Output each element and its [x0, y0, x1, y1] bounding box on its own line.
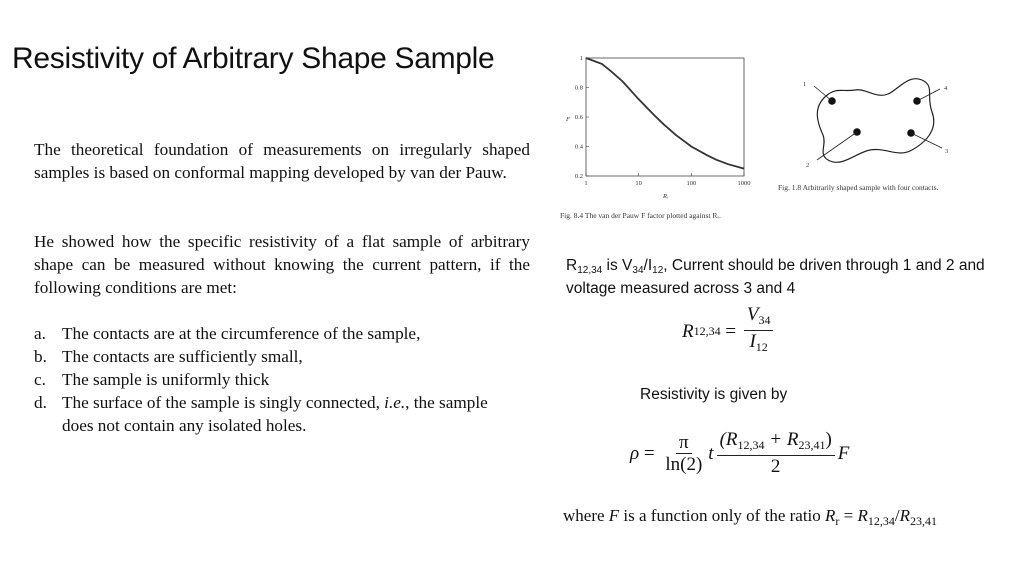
subscript: 12,34 [577, 265, 603, 276]
list-marker: d. [34, 393, 47, 412]
eq-symbol: I [749, 331, 756, 352]
y-tick-label: 0.4 [574, 143, 583, 151]
eq-fraction [744, 305, 774, 358]
list-text-part: The surface of the sample is singly connected, [62, 393, 385, 412]
eq-symbol: F [608, 506, 620, 525]
eq-symbol: R [825, 506, 836, 525]
contact-label: 4 [944, 85, 948, 92]
eq-operator: = [639, 442, 660, 464]
sample-caption: Fig. 1.8 Arbitrarily shaped sample with four contacts. [778, 183, 939, 192]
eq-subscript: 12,34 [693, 324, 721, 338]
eq-denominator: ln(2) [665, 453, 703, 475]
x-tick-label: 1 [584, 180, 588, 187]
list-text-italic: i.e. [384, 393, 406, 412]
eq-subscript: r [835, 514, 840, 528]
eq-subscript: 23,41 [798, 438, 826, 452]
list-text-part: , the sample does not contain any isolated holes. [62, 393, 488, 435]
eq-symbol: R [899, 506, 911, 525]
y-axis-label: F [566, 116, 570, 123]
eq-symbol: ρ [630, 442, 640, 464]
eq-operator: = [839, 506, 858, 525]
eq-subscript: 23,41 [910, 514, 938, 528]
list-item [34, 391, 514, 437]
y-tick-label: 0.8 [574, 84, 583, 92]
eq-text: where [563, 506, 609, 525]
eq-subscript: 12,34 [867, 514, 895, 528]
contact-label: 2 [806, 162, 810, 169]
eq-symbol: R [682, 320, 694, 342]
y-tick-label: 0.2 [574, 173, 583, 180]
eq-denominator [746, 331, 770, 358]
list-marker: c. [34, 370, 46, 389]
sample-diagram [803, 79, 948, 169]
eq-symbol: t [708, 442, 714, 464]
contact-leader-line [911, 133, 942, 148]
list-text: The contacts are at the circumference of the sample, [62, 324, 421, 343]
list-item [34, 322, 514, 345]
eq-symbol: V [746, 304, 759, 325]
list-text: The sample is uniformly thick [62, 370, 270, 389]
list-text [62, 391, 514, 437]
eq-fraction [717, 430, 835, 477]
y-tick-label: 1 [579, 55, 583, 62]
x-tick-label: 10 [635, 180, 642, 187]
contact-point [907, 129, 915, 137]
contact-point [853, 128, 861, 136]
plot-frame [586, 58, 744, 176]
plot-caption: Fig. 8.4 The van der Pauw F factor plotted against Rᵣ. [560, 211, 721, 220]
contact-point [913, 97, 921, 105]
contact-label: 1 [803, 81, 807, 88]
slide-title: Resistivity of Arbitrary Shape Sample [12, 42, 495, 75]
eq-denominator: 2 [770, 456, 781, 477]
resistance-equation [682, 305, 776, 358]
r-symbol: R [566, 257, 578, 274]
eq-fraction [662, 433, 705, 475]
note-text: , Current should be driven through 1 and 2 and voltage measured across 3 and 4 [566, 257, 985, 297]
eq-numerator [717, 430, 835, 456]
eq-symbol: R [857, 506, 868, 525]
paragraph-text: He showed how the specific resistivity of a flat sample of arbitrary shape can be measured without knowing the current pattern, if the following conditions are met: [34, 232, 530, 297]
eq-text: is a function only of the ratio [619, 506, 826, 525]
eq-subscript: 34 [758, 313, 771, 327]
conditions-intro-paragraph [34, 230, 530, 299]
eq-symbol: F [837, 442, 850, 464]
ratio-definition [563, 506, 937, 529]
eq-subscript: 12 [755, 340, 768, 354]
paragraph-text: The theoretical foundation of measurements on irregularly shaped samples is based on conformal mapping developed by van der Pauw. [34, 140, 530, 182]
conditions-list [34, 322, 514, 437]
van-der-pauw-plot [565, 55, 751, 200]
x-axis-label: Rᵣ [663, 193, 669, 200]
list-marker: b. [34, 347, 47, 366]
eq-symbol: ) [825, 429, 832, 450]
list-item [34, 345, 514, 368]
contact-label: 3 [945, 148, 949, 155]
subscript: 12 [652, 265, 664, 276]
eq-numerator [744, 305, 774, 331]
contact-leader-line [814, 86, 832, 101]
eq-operator: = [720, 320, 741, 342]
eq-operator: / [894, 506, 900, 525]
contact-leader-line [817, 132, 857, 160]
eq-symbol: + R [764, 429, 799, 450]
contact-point [828, 97, 836, 105]
note-text: /I [643, 257, 653, 274]
x-tick-label: 100 [686, 180, 697, 187]
eq-subscript: 12,34 [737, 438, 765, 452]
x-tick-label: 1000 [737, 180, 751, 187]
y-tick-label: 0.6 [574, 114, 583, 121]
list-text: The contacts are sufficiently small, [62, 347, 303, 366]
intro-paragraph [34, 138, 530, 184]
eq-numerator: π [676, 433, 692, 454]
measurement-note [566, 254, 1006, 300]
plot-ticks [575, 55, 751, 187]
contact-leader-line [917, 89, 940, 101]
list-marker: a. [34, 324, 46, 343]
resistivity-label: Resistivity is given by [640, 386, 788, 403]
subscript: 34 [632, 265, 644, 276]
f-factor-curve [586, 58, 744, 169]
eq-symbol: (R [719, 429, 738, 450]
note-text: is V [602, 257, 633, 274]
resistivity-equation [630, 430, 849, 477]
list-item [34, 368, 514, 391]
sample-outline [817, 79, 933, 163]
